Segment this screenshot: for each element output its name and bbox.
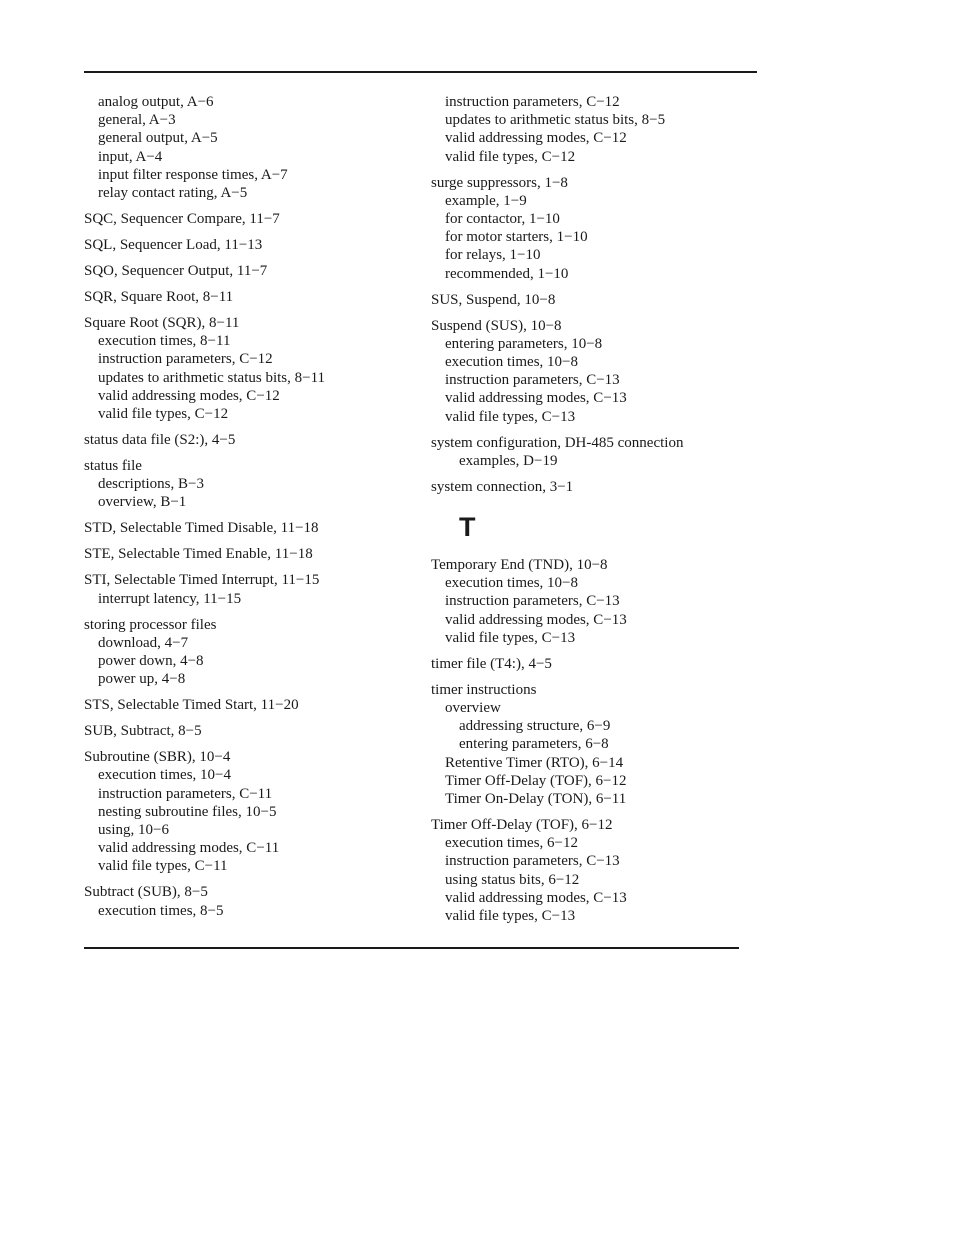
index-entry <box>431 93 751 166</box>
index-entry <box>431 317 751 426</box>
index-term: SQC, Sequencer Compare, 11−7 <box>84 211 280 228</box>
index-entry <box>431 434 751 470</box>
index-subterm: for motor starters, 1−10 <box>445 229 588 246</box>
index-subterm: execution times, 10−4 <box>98 767 232 784</box>
index-subterm: relay contact rating, A−5 <box>98 185 248 202</box>
index-term: Subtract (SUB), 8−5 <box>84 884 208 901</box>
index-entry <box>84 210 414 228</box>
index-subterm: download, 4−7 <box>98 634 189 651</box>
index-entry <box>84 288 414 306</box>
index-term: system configuration, DH-485 connection <box>431 434 684 451</box>
index-entry <box>84 314 414 423</box>
index-term: Suspend (SUS), 10−8 <box>431 317 562 334</box>
index-term: SUB, Subtract, 8−5 <box>84 723 202 740</box>
index-subterm: valid file types, C−12 <box>98 406 229 423</box>
index-subterm: general output, A−5 <box>98 130 218 147</box>
index-subterm: overview <box>445 700 501 717</box>
index-subterm: valid file types, C−12 <box>445 148 576 165</box>
index-subterm: updates to arithmetic status bits, 8−11 <box>98 369 326 386</box>
index-term: SQO, Sequencer Output, 11−7 <box>84 263 268 280</box>
index-entry <box>84 545 414 563</box>
index-subterm: execution times, 10−8 <box>445 354 579 371</box>
index-entry <box>431 291 751 309</box>
index-term: timer file (T4:), 4−5 <box>431 655 552 672</box>
index-subterm: input, A−4 <box>98 148 163 165</box>
index-column-left <box>84 93 414 928</box>
index-subterm: analog output, A−6 <box>98 94 214 110</box>
index-subterm: Timer On-Delay (TON), 6−11 <box>445 791 627 808</box>
index-subterm: addressing structure, 6−9 <box>459 718 611 735</box>
index-term: system connection, 3−1 <box>431 478 574 495</box>
index-entry <box>84 722 414 740</box>
index-subterm: instruction parameters, C−12 <box>98 351 273 368</box>
index-subterm: instruction parameters, C−12 <box>445 94 620 110</box>
index-term: STS, Selectable Timed Start, 11−20 <box>84 697 299 714</box>
index-term: Temporary End (TND), 10−8 <box>431 557 608 574</box>
index-subterm: valid addressing modes, C−13 <box>445 390 627 407</box>
index-entry <box>431 174 751 283</box>
index-term: status data file (S2:), 4−5 <box>84 432 236 449</box>
index-column-right <box>431 93 751 933</box>
index-subterm: valid addressing modes, C−12 <box>445 130 627 147</box>
index-term: SQL, Sequencer Load, 11−13 <box>84 237 263 254</box>
index-subterm: example, 1−9 <box>445 192 527 209</box>
index-entry <box>84 883 414 919</box>
index-subterm: nesting subroutine files, 10−5 <box>98 803 277 820</box>
index-subterm: examples, D−19 <box>459 452 558 469</box>
index-subterm: valid addressing modes, C−13 <box>445 611 627 628</box>
index-subterm: valid addressing modes, C−13 <box>445 889 627 906</box>
index-entry <box>84 262 414 280</box>
index-term: SQR, Square Root, 8−11 <box>84 289 234 306</box>
index-entry <box>431 816 751 925</box>
index-subterm: using status bits, 6−12 <box>445 871 580 888</box>
index-subterm: recommended, 1−10 <box>445 265 569 282</box>
index-entry <box>84 748 414 875</box>
index-entry <box>84 93 414 202</box>
index-subterm: updates to arithmetic status bits, 8−5 <box>445 112 666 129</box>
index-subterm: power up, 4−8 <box>98 671 186 688</box>
index-subterm: execution times, 6−12 <box>445 835 579 852</box>
index-term: Square Root (SQR), 8−11 <box>84 315 240 332</box>
bottom-rule <box>84 947 739 949</box>
index-subterm: power down, 4−8 <box>98 653 204 670</box>
top-rule <box>84 71 757 73</box>
index-subterm: Timer Off-Delay (TOF), 6−12 <box>445 772 627 789</box>
index-entry <box>84 696 414 714</box>
index-entry <box>84 431 414 449</box>
index-term: SUS, Suspend, 10−8 <box>431 291 556 308</box>
index-entry <box>84 457 414 512</box>
index-term: status file <box>84 458 142 475</box>
index-term: STI, Selectable Timed Interrupt, 11−15 <box>84 572 320 589</box>
index-subterm: input filter response times, A−7 <box>98 166 288 183</box>
index-subterm: instruction parameters, C−13 <box>445 853 620 870</box>
index-entry <box>431 556 751 647</box>
index-subterm: general, A−3 <box>98 112 176 129</box>
index-term: STD, Selectable Timed Disable, 11−18 <box>84 520 319 537</box>
index-subterm: descriptions, B−3 <box>98 476 204 493</box>
index-entry <box>431 478 751 496</box>
index-term: timer instructions <box>431 681 537 698</box>
index-subterm: instruction parameters, C−11 <box>98 785 273 802</box>
index-subterm: for contactor, 1−10 <box>445 211 560 228</box>
index-subterm: for relays, 1−10 <box>445 247 541 264</box>
index-subterm: valid file types, C−13 <box>445 629 576 646</box>
index-entry <box>84 616 414 689</box>
index-term: Timer Off-Delay (TOF), 6−12 <box>431 817 613 834</box>
index-subterm: execution times, 8−5 <box>98 902 224 919</box>
index-term: Subroutine (SBR), 10−4 <box>84 749 231 766</box>
index-subterm: entering parameters, 10−8 <box>445 335 603 352</box>
index-subterm: valid file types, C−13 <box>445 408 576 425</box>
index-subterm: instruction parameters, C−13 <box>445 593 620 610</box>
index-subterm: instruction parameters, C−13 <box>445 372 620 389</box>
index-term: STE, Selectable Timed Enable, 11−18 <box>84 546 313 563</box>
index-subterm: valid file types, C−11 <box>98 858 228 875</box>
index-subterm: execution times, 8−11 <box>98 333 231 350</box>
index-subterm: valid addressing modes, C−12 <box>98 387 280 404</box>
index-subterm: Retentive Timer (RTO), 6−14 <box>445 754 624 771</box>
index-subterm: using, 10−6 <box>98 822 169 839</box>
index-term: surge suppressors, 1−8 <box>431 174 568 191</box>
index-term: storing processor files <box>84 616 217 633</box>
index-entry <box>84 571 414 607</box>
index-subterm: valid addressing modes, C−11 <box>98 840 280 857</box>
index-entry <box>84 519 414 537</box>
index-entry <box>431 655 751 673</box>
index-subterm: overview, B−1 <box>98 494 187 511</box>
index-entry <box>84 236 414 254</box>
index-subterm: valid file types, C−13 <box>445 908 576 925</box>
section-letter-heading: T <box>459 512 476 543</box>
index-subterm: entering parameters, 6−8 <box>459 736 609 753</box>
index-entry <box>431 681 751 808</box>
index-subterm: interrupt latency, 11−15 <box>98 590 242 607</box>
index-subterm: execution times, 10−8 <box>445 575 579 592</box>
